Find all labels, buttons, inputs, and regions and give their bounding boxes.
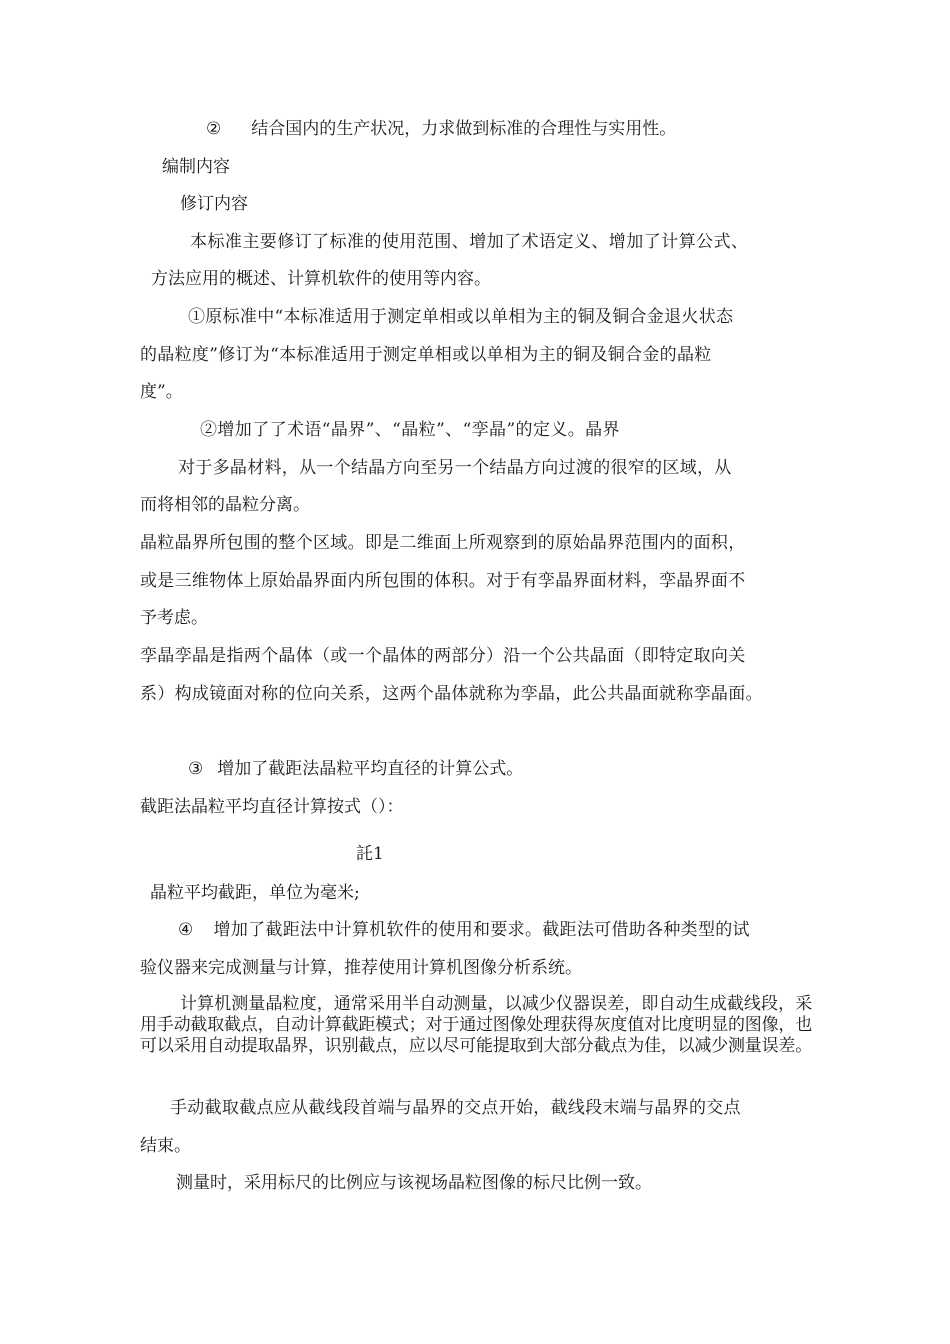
paragraph-line xyxy=(188,758,523,780)
paragraph-line: 或是三维物体上原始晶界面内所包围的体积。对于有孪晶界面材料，孪晶界面不 xyxy=(140,571,746,591)
paragraph-line xyxy=(206,118,676,140)
paragraph-line: 截距法晶粒平均直径计算按式（）： xyxy=(140,797,404,817)
paragraph-line: 予考虑。 xyxy=(140,608,208,628)
paragraph-line: 而将相邻的晶粒分离。 xyxy=(140,495,310,515)
paragraph-line: 系）构成镜面对称的位向关系，这两个晶体就称为孪晶，此公共晶面就称孪晶面。 xyxy=(140,684,763,704)
paragraph-line: 手动截取截点应从截线段首端与晶界的交点开始，截线段末端与晶界的交点 xyxy=(170,1098,741,1118)
paragraph-line: ①原标准中“本标准适用于测定单相或以单相为主的铜及铜合金退火状态 xyxy=(188,307,734,327)
paragraph-line: 方法应用的概述、计算机软件的使用等内容。 xyxy=(151,269,491,289)
paragraph-line: 测量时，采用标尺的比例应与该视场晶粒图像的标尺比例一致。 xyxy=(176,1173,652,1193)
paragraph-line: 晶粒晶界所包围的整个区域。即是二维面上所观察到的原始晶界范围内的面积， xyxy=(140,533,746,553)
paragraph: 计算机测量晶粒度，通常采用半自动测量，以减少仪器误差，即自动生成截线段，采用手动截取截点，自动计算截距模式；对于通过图像处理获得灰度值对比度明显的图像，也可以采用自动提取晶界，识别截点，应以尽可能提取到大部分截点为佳，以减少测量误差。 xyxy=(140,994,812,1056)
paragraph-line: 本标准主要修订了标准的使用范围、增加了术语定义、增加了计算公式、 xyxy=(190,232,749,252)
paragraph-line: 对于多晶材料，从一个结晶方向至另一个结晶方向过渡的很窄的区域，从 xyxy=(178,458,732,478)
paragraph-line: 度”。 xyxy=(140,382,183,402)
section-subheading: 修订内容 xyxy=(180,194,248,214)
line-text: 增加了截距法晶粒平均直径的计算公式。 xyxy=(217,759,524,779)
line-text: 增加了截距法中计算机软件的使用和要求。截距法可借助各种类型的试 xyxy=(213,920,750,940)
paragraph-line xyxy=(178,919,750,941)
paragraph-line: 孪晶孪晶是指两个晶体（或一个晶体的两部分）沿一个公共晶面（即特定取向关 xyxy=(140,646,746,666)
list-number: ③ xyxy=(188,759,204,779)
list-number: ④ xyxy=(178,920,194,940)
list-number: ② xyxy=(206,119,222,139)
paragraph-line: 晶粒平均截距，单位为毫米; xyxy=(150,883,360,903)
paragraph-line: 结束。 xyxy=(140,1136,191,1156)
paragraph-line: ②增加了了术语“晶界”、“晶粒”、“孪晶”的定义。晶界 xyxy=(200,420,620,440)
paragraph-line: 的晶粒度”修订为“本标准适用于测定单相或以单相为主的铜及铜合金的晶粒 xyxy=(140,345,712,365)
formula: 託1 xyxy=(356,844,384,864)
line-text: 结合国内的生产状况，力求做到标准的合理性与实用性。 xyxy=(251,119,677,139)
section-heading: 编制内容 xyxy=(162,157,230,177)
paragraph-line: 验仪器来完成测量与计算，推荐使用计算机图像分析系统。 xyxy=(140,958,582,978)
